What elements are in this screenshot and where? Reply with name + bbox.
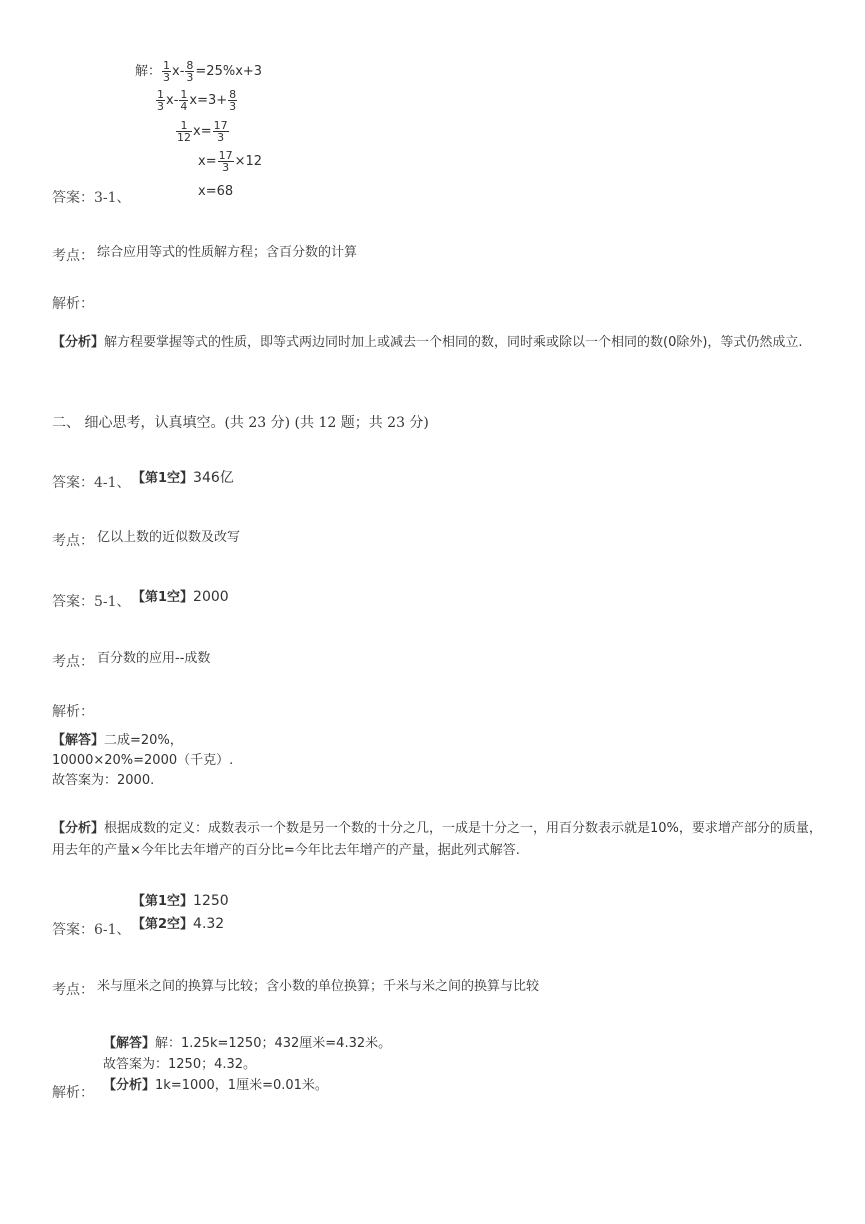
jieda-block: [103, 1033, 391, 1096]
jiexi-label: 解析：: [52, 704, 94, 720]
analysis-text: 解方程要掌握等式的性质，即等式两边同时加上或减去一个相同的数，同时乘或除以一个相同的数(0除外)，等式仍然成立.: [104, 335, 803, 350]
jiexi-label: 解析：: [52, 296, 94, 312]
analysis-text: 根据成数的定义：成数表示一个数是另一个数的十分之几，一成是十分之一，用百分数表示就是10%，要求增产部分的质量，用去年的产量×今年比去年增产的百分比=今年比去年增产的产量，据此列式解答.: [52, 821, 822, 858]
blank-tag: 【第1空】: [132, 590, 194, 605]
analysis-tag: 【分析】: [52, 335, 105, 350]
blank-tag: 【第1空】: [132, 471, 194, 486]
answer-value: 4.32: [193, 916, 225, 932]
kaodian-text: 百分数的应用--成数: [97, 651, 211, 666]
equation-line-3: $\frac{1}{12}$ x= $\frac{17}{3}$: [177, 119, 228, 144]
blank-1: [132, 890, 229, 909]
kaodian-label: 考点：: [52, 654, 94, 670]
answer-label: 答案：4-1、: [52, 475, 131, 491]
blank-2: [132, 913, 224, 932]
answer-label: 答案：3-1、: [52, 190, 131, 206]
analysis-paragraph: [52, 818, 822, 862]
analysis-tag: 【分析】: [52, 821, 105, 836]
jieda-line: 故答案为：2000.: [52, 773, 155, 788]
equation-line-4: x= $\frac{17}{3}$ ×12: [198, 149, 263, 174]
jieda-tag: 【解答】: [103, 1036, 156, 1051]
jieda-line: 二成=20%，: [104, 733, 183, 748]
jieda-tag: 【解答】: [52, 733, 105, 748]
jieda-line: 10000×20%=2000（千克）.: [52, 753, 234, 768]
answer-value: 346亿: [193, 470, 234, 486]
kaodian-text: 亿以上数的近似数及改写: [97, 530, 241, 545]
jieda-line: 解：1.25k=1250；432厘米=4.32米。: [155, 1036, 392, 1051]
answer-content: [132, 586, 229, 605]
jieda-line: 故答案为：1250；4.32。: [103, 1057, 257, 1072]
blank-tag: 【第2空】: [132, 917, 194, 932]
kaodian-label: 考点：: [52, 982, 94, 998]
answer-value: 1250: [193, 893, 229, 909]
kaodian-text: 综合应用等式的性质解方程；含百分数的计算: [97, 245, 358, 260]
kaodian-label: 考点：: [52, 533, 94, 549]
equation-line-1: 解： $\frac{1}{3}$ x- $\frac{8}{3}$ =25%x+3: [135, 59, 263, 84]
equation-line-2: $\frac{1}{3}$ x- $\frac{1}{4}$ x=3+ $\frac{8}{3}$: [157, 88, 237, 113]
answer-value: 2000: [193, 589, 229, 605]
answer-label: 答案：6-1、: [52, 922, 131, 938]
jieda-block: [52, 731, 822, 791]
analysis-tag: 【分析】: [103, 1078, 156, 1093]
kaodian-label: 考点：: [52, 248, 94, 264]
answer-label: 答案：5-1、: [52, 594, 131, 610]
jiexi-label: 解析：: [52, 1085, 94, 1101]
analysis-text: 1k=1000，1厘米=0.01米。: [155, 1078, 328, 1093]
analysis-paragraph: [52, 332, 822, 354]
section-heading: 二、 细心思考，认真填空。(共 23 分) (共 12 题；共 23 分): [52, 415, 429, 431]
equation-line-5: x=68: [198, 184, 234, 199]
kaodian-text: 米与厘米之间的换算与比较；含小数的单位换算；千米与米之间的换算与比较: [97, 979, 540, 994]
answer-content: [132, 467, 234, 487]
blank-tag: 【第1空】: [132, 894, 194, 909]
